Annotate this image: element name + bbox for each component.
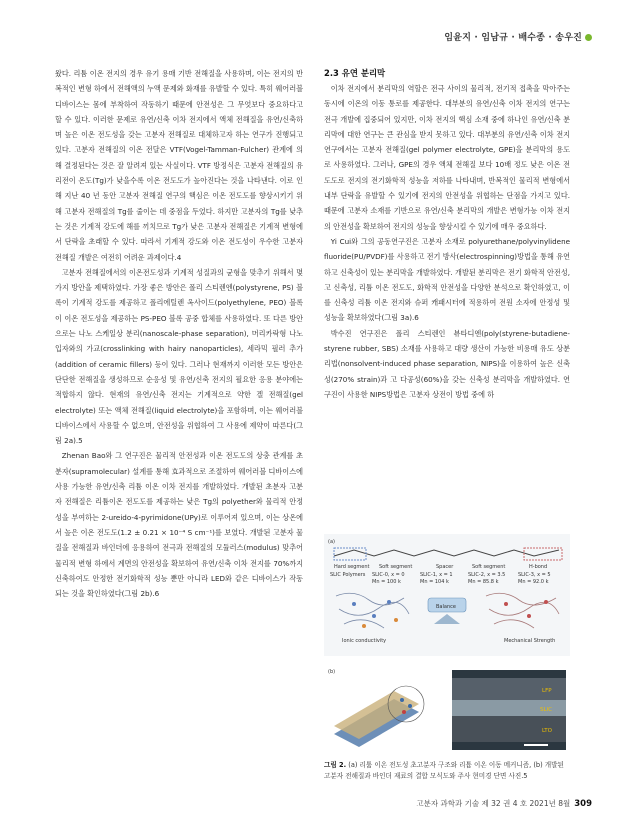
mn-value: Mn = 100 k (372, 579, 401, 585)
sem-label-slic: SLIC (540, 707, 553, 713)
polymer-name: SLIC-1, x = 1 (420, 572, 453, 578)
section-title: 2.3 유연 분리막 (324, 68, 386, 78)
page-header (444, 30, 592, 43)
panel-a-label: (a) (328, 539, 335, 545)
polymer-name: SLIC Polymers (330, 572, 366, 578)
right-paragraph-2: Yi Cui와 그의 공동연구진은 고분자 소재로 polyurethane/polyvinylidene fluoride(PU/PVDF)를 사용하고 전기 방사(electrospinning)방법을 통해 유연하고 신축성이 있는 분리막을 개발하였다. 개발된 분리막은 전기 화학적 안전성, 고 신축성, 리튬 이온 전도도, 화학적 안전성을 다양한 분석으로 확인하였고, 이를 신축성 리튬 이온 전지와 슈퍼 캐패시터에 적용하여 전원 소자에 안정성 및 성능을 확보하였다(그림 3a).6 (324, 236, 570, 323)
segment-label: Soft segment (379, 564, 413, 570)
axis-right-label: Mechanical Strength (504, 638, 556, 644)
figure-caption (324, 760, 570, 781)
caption-text: (a) 리튬 이온 전도성 초고분자 구조와 리튬 이온 이동 메커니즘, (b) 개발된 고분자 전해질과 바인더 재료의 결합 모식도와 주사 현미경 단면 사진.5 (324, 761, 564, 780)
left-paragraph-3: Zhenan Bao와 그 연구진은 물리적 안전성과 이온 전도도의 상충 관계를 초분자(supramolecular) 설계를 통해 효과적으로 조절하여 웨어러블 디바이스에 사용 가능한 유연/신축 리튬 이온 이차 전지를 개발하였다. 개발된 초분자 고분자 전해질은 리튬이온 전도도를 제공하는 낮은 Tg의 polyether와 물리적 안정성을 부여하는 2-ureido-4-pyrimidone(UPy)로 이루어져 있으며, 이는 상온에서 높은 이온 전도도(1.2 ± 0.21 × 10⁻⁴ S cm⁻¹)를 보였다. 개발된 고분자 물질을 전해질과 바인더에 응용하여 전극과 전해질의 모듈러스(modulus) 맞추어 물리적 변형 하에서 계면의 안전성을 확보하여 유연/신축 이차 전지를 70%까지 신축하여도 안정한 전기화학적 성능 뿐만 아니라 LED와 같은 디바이스가 작동되는 것을 확인하였다(그림 2b).6 (55, 451, 303, 599)
panel-b-label: (b) (328, 669, 336, 675)
figure-panel-a (324, 534, 570, 656)
scale-bar (524, 744, 548, 746)
mn-value: Mn = 104 k (420, 579, 449, 585)
sem-label-lfp: LFP (542, 688, 552, 694)
left-paragraph-1: 왔다. 리튬 이온 전지의 경우 유기 용매 기반 전해질을 사용하며, 이는 전지의 반복적인 변형 하에서 전해액의 누액 문제와 화재를 유발할 수 있다. 특히 웨어러블 디바이스는 몸에 부착하여 작동하기 때문에 안전성은 그 무엇보다 중요하다고 할 수 있다. 이러한 문제로 유연/신축 이차 전지에서 액체 전해질을 유연/신축하며 높은 이온 전도성을 갖는 고분자 전해질로 대체하고자 하는 연구가 진행되고 있다. 고분자 전해질의 이온 전달은 VTF(Vogel-Tamman-Fulcher) 관계에 의해 결정된다는 것은 잘 알려져 있는 사실이다. VTF 방정식은 고분자 전해질의 유리전이 온도(Tg)가 낮을수록 이온 전도도가 높아진다는 것을 나타낸다. 이로 인해 지난 40 년 동안 고분자 전해질 연구의 핵심은 이온 전도도를 향상시키기 위해 고분자 전해질의 Tg를 줄이는 데 중점을 두었다. 하지만 고분자의 Tg를 낮추는 것은 기계적 강도에 해를 끼치므로 Tg가 낮은 고분자 전해질은 기계적 변형에서 단락을 초래할 수 있다. 따라서 기계적 강도와 이온 전도성이 우수한 고분자 전해질 개발은 여전히 어려운 과제이다.4 (55, 69, 303, 262)
polymer-name: SLIC-2, x = 3.5 (468, 572, 506, 578)
sem-label-lto: LTO (542, 728, 552, 734)
header-dot-icon (585, 34, 592, 41)
balance-illustration (428, 598, 466, 624)
left-paragraph-2: 고분자 전해질에서의 이온전도성과 기계적 성질과의 균형을 맞추기 위해서 몇 가지 방안을 제택하였다. 가장 좋은 방안은 폴리 스티렌엔(polystyrene, PS) 블록이 기계적 강도를 제공하고 폴리에틸렌 옥사이드(polyethylene, PEO) 블록이 이온 전도성을 제공하는 PS-PEO 블록 공중 합체를 사용하였다. 또 다른 방안으로는 나노 스케일상 분리(nanoscale-phase separation), 머리카락형 나노 입자와의 가교(crosslinking with hairy nanoparticles), 세라믹 필러 추가(addition of ceramic fillers) 등이 있다. 그러나 현재까지 이러한 모든 방안은 단단한 전해질을 생성하므로 순응성 및 유연/신축 전지의 필요한 응용 분야에는 적합하지 않다. 현재의 유연/신축 전지는 기계적으로 약한 겔 전해질(gel electrolyte) 또는 액체 전해질(liquid electrolyte)을 포함하며, 이는 웨어러블 디바이스에서 사용할 수 없으며, 안전성을 위협하여 그 사용에 제약이 따른다(그림 2a).5 (55, 267, 303, 446)
left-column (55, 66, 303, 601)
mechanical-network-illustration (486, 593, 559, 628)
caption-label: 그림 2. (324, 761, 347, 769)
page-number: 309 (574, 799, 592, 809)
segment-label: Spacer (436, 564, 454, 570)
right-column (324, 66, 570, 402)
segment-label: Hard segment (334, 564, 370, 570)
page-footer (416, 798, 592, 809)
figure-panel-b (324, 664, 570, 754)
mn-value: Mn = 85.8 k (468, 579, 499, 585)
mn-value: Mn = 92.0 k (518, 579, 549, 585)
panel-a-diagram (324, 534, 570, 656)
segment-label: H-bond (529, 564, 548, 570)
header-authors: 임윤지 · 임남규 · 배수종 · 송우진 (444, 33, 582, 43)
right-paragraph-3: 박수진 연구진은 폴리 스티렌인 뷰타디엔(poly(styrene-butadiene-styrene rubber, SBS) 소재를 사용하고 대량 생산이 가능한 비용매 유도 상분리법(nonsolvent-induced phase separation, NIPS)을 이용하여 높은 신축성(270% strain)과 고 다공성(60%)을 갖는 신축성 분리막을 개발하였다. 연구진이 사용한 NIPS방법은 고분자 상전이 방법 중에 하 (324, 328, 570, 399)
polymer-name: SLIC-3, x = 5 (518, 572, 551, 578)
polymer-chain-line (334, 550, 559, 556)
polymer-name: SLIC-0, x = 0 (372, 572, 405, 578)
segment-label: Soft segment (472, 564, 506, 570)
axis-left-label: Ionic conductivity (342, 638, 387, 644)
hard-segment-box (334, 548, 366, 560)
ionic-network-illustration (336, 593, 409, 628)
journal-info: 고분자 과학과 기술 제 32 권 4 호 2021년 8월 (416, 799, 571, 808)
right-paragraph-1: 이차 전지에서 분리막의 역할은 전극 사이의 물리적, 전기적 접촉을 막아주는 동시에 이온의 이동 통로를 제공한다. 대부분의 유연/신축 이차 전지의 연구는 전극 개발에 집중되어 있지만, 이차 전지의 핵심 소재 중에 하나인 유연/신축 분리막에 대한 연구는 큰 관심을 받지 못하고 있다. 대부분의 유연/신축 이차 전지 연구에서는 고분자 전해질(gel polymer electrolyte, GPE)을 분리막의 용도로 사용하였다. 그러나, GPE의 경우 액체 전해질 보다 10배 정도 낮은 이온 전도도로 전지의 전기화학적 성능을 저하를 나타내며, 반복적인 물리적 변형에서 내부 단락을 유발할 수 있기에 전지의 안전성을 위협하는 단점을 가지고 있다. 때문에 고분자 소재를 기반으로 유연/신축 분리막의 개발은 변형가능 이차 전지의 안전성을 확보하여 전지의 성능을 향상시킬 수 있기에 매우 중요하다. (324, 84, 570, 231)
panel-b-diagram (324, 664, 570, 754)
balance-label: Balance (436, 604, 456, 610)
